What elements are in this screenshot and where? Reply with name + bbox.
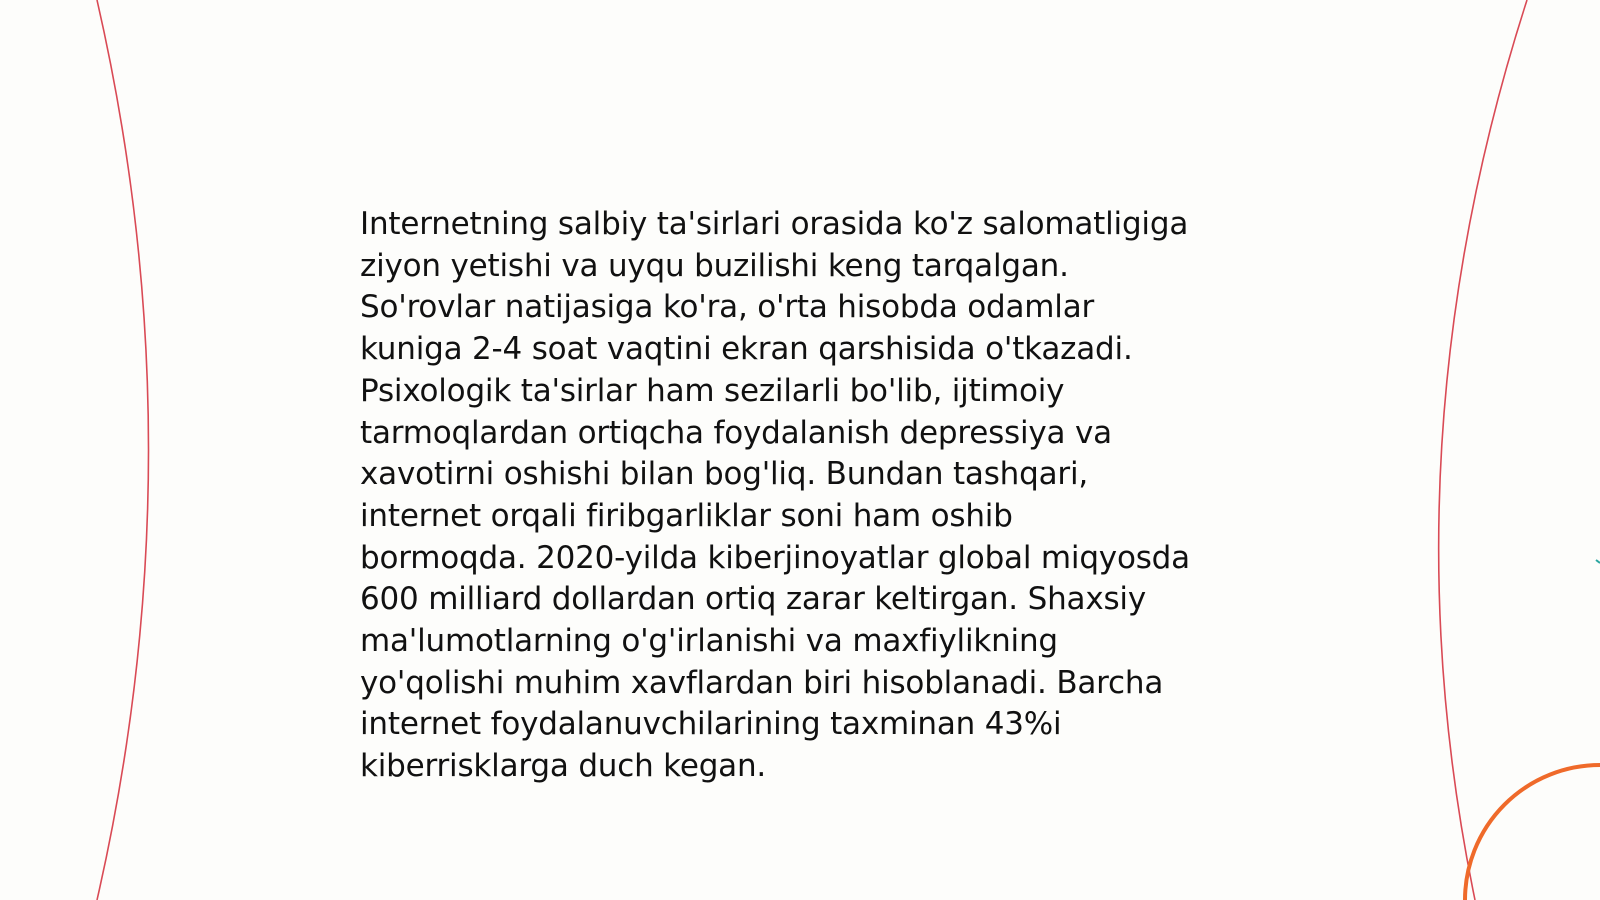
body-line: kuniga 2-4 soat vaqtini ekran qarshisida o'tkazadi. bbox=[360, 331, 1133, 368]
orange-arc bbox=[1465, 765, 1600, 900]
body-line: internet foydalanuvchilarining taxminan 43%i bbox=[360, 706, 1062, 743]
body-line: 600 milliard dollardan ortiq zarar keltirgan. Shaxsiy bbox=[360, 581, 1146, 618]
body-line: yo'qolishi muhim xavflardan biri hisoblanadi. Barcha bbox=[360, 664, 1164, 701]
body-line: So'rovlar natijasiga ko'ra, o'rta hisobda odamlar bbox=[360, 289, 1095, 326]
body-line: Internetning salbiy ta'sirlari orasida ko'z salomatligiga bbox=[360, 206, 1189, 242]
body-line: Psixologik ta'sirlar ham sezilarli bo'lib, ijtimoiy bbox=[360, 372, 1065, 409]
body-line: internet orqali firibgarliklar soni ham oshib bbox=[360, 497, 1013, 534]
body-line: bormoqda. 2020-yilda kiberjinoyatlar global miqyosda bbox=[360, 539, 1190, 576]
slide-body-text bbox=[360, 204, 1260, 788]
body-line: xavotirni oshishi bilan bog'liq. Bundan tashqari, bbox=[360, 456, 1089, 493]
left-red-curve bbox=[97, 0, 149, 900]
body-line: tarmoqlardan ortiqcha foydalanish depressiya va bbox=[360, 414, 1112, 451]
body-line: kiberrisklarga duch kegan. bbox=[360, 748, 767, 785]
teal-accent-mark bbox=[1596, 560, 1600, 563]
body-line: ziyon yetishi va uyqu buzilishi keng tarqalgan. bbox=[360, 247, 1069, 284]
right-red-curve bbox=[1439, 0, 1527, 900]
body-line: ma'lumotlarning o'g'irlanishi va maxfiylikning bbox=[360, 623, 1058, 660]
